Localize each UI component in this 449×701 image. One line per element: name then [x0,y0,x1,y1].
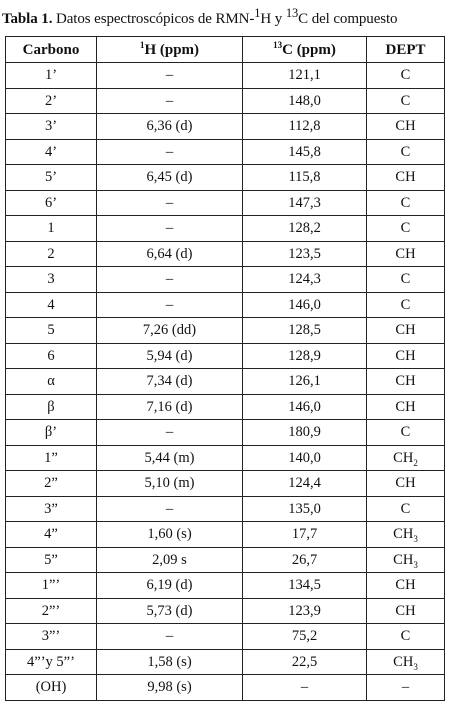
dept-value: C [400,500,411,517]
cell-dept [367,573,445,599]
cell-carbono: 2’ [6,88,97,114]
cell-h-ppm: 6,64 (d) [97,241,243,267]
dept-subscript: 2 [413,457,418,468]
cell-c-ppm: – [243,675,367,701]
cell-c-ppm: 75,2 [243,624,367,650]
dept-subscript: 3 [413,534,418,545]
dept-value: CH [393,526,414,543]
table-row [6,420,445,446]
cell-h-ppm: 6,45 (d) [97,165,243,191]
cell-h-ppm: – [97,624,243,650]
cell-c-ppm: 147,3 [243,190,367,216]
cell-c-ppm: 126,1 [243,369,367,395]
header-h-text: H (ppm) [144,41,200,58]
cell-carbono: 2 [6,241,97,267]
dept-value: CH [395,577,416,594]
table-row [6,114,445,140]
cell-dept [367,394,445,420]
cell-h-ppm: 7,16 (d) [97,394,243,420]
table-row [6,63,445,89]
table-row [6,573,445,599]
cell-carbono: β [6,394,97,420]
header-c-ppm [243,37,367,63]
cell-h-ppm: – [97,420,243,446]
cell-h-ppm: 6,36 (d) [97,114,243,140]
cell-carbono: 2”’ [6,598,97,624]
nmr-data-table [5,36,445,701]
table-row [6,241,445,267]
header-dept: DEPT [367,37,445,63]
header-c-text: C (ppm) [282,41,336,58]
caption-sup-b: 13 [285,6,299,20]
cell-carbono: 5’ [6,165,97,191]
table-row [6,216,445,242]
cell-dept [367,63,445,89]
cell-dept [367,369,445,395]
cell-dept [367,649,445,675]
cell-dept [367,522,445,548]
dept-subscript: 3 [413,559,418,570]
cell-carbono: 3’ [6,114,97,140]
header-h-sup: 1 [139,39,145,50]
dept-value: C [400,424,411,441]
cell-dept [367,114,445,140]
table-row [6,445,445,471]
dept-value: CH [395,475,416,492]
cell-h-ppm: 5,94 (d) [97,343,243,369]
cell-c-ppm: 115,8 [243,165,367,191]
dept-value: CH [393,653,414,670]
dept-value: C [400,143,411,160]
table-row [6,547,445,573]
cell-c-ppm: 26,7 [243,547,367,573]
cell-carbono: 6 [6,343,97,369]
cell-h-ppm: 7,26 (dd) [97,318,243,344]
header-c-sup: 13 [273,39,283,50]
table-row [6,649,445,675]
cell-carbono: 1 [6,216,97,242]
cell-carbono: β’ [6,420,97,446]
cell-carbono: 4’ [6,139,97,165]
cell-dept [367,165,445,191]
cell-carbono: 1”’ [6,573,97,599]
cell-carbono: 4” [6,522,97,548]
cell-carbono: 5 [6,318,97,344]
cell-dept [367,598,445,624]
table-row [6,139,445,165]
table-row [6,471,445,497]
cell-dept [367,471,445,497]
dept-value: CH [395,602,416,619]
cell-dept [367,216,445,242]
cell-h-ppm: – [97,190,243,216]
cell-h-ppm: – [97,139,243,165]
cell-c-ppm: 112,8 [243,114,367,140]
dept-value: C [400,194,411,211]
cell-dept [367,267,445,293]
cell-c-ppm: 180,9 [243,420,367,446]
table-row [6,165,445,191]
table-row [6,190,445,216]
cell-dept [367,445,445,471]
cell-c-ppm: 146,0 [243,394,367,420]
dept-value: C [400,628,411,645]
cell-carbono: 4 [6,292,97,318]
cell-c-ppm: 17,7 [243,522,367,548]
cell-carbono: 3” [6,496,97,522]
cell-h-ppm: 9,98 (s) [97,675,243,701]
cell-h-ppm: 1,60 (s) [97,522,243,548]
cell-c-ppm: 128,5 [243,318,367,344]
cell-dept [367,241,445,267]
cell-carbono: 4”’y 5”’ [6,649,97,675]
header-carbono: Carbono [6,37,97,63]
cell-carbono: 3 [6,267,97,293]
cell-h-ppm: 5,73 (d) [97,598,243,624]
cell-c-ppm: 124,4 [243,471,367,497]
header-row [6,37,445,63]
dept-value: C [400,220,411,237]
cell-c-ppm: 140,0 [243,445,367,471]
cell-c-ppm: 128,9 [243,343,367,369]
cell-h-ppm: – [97,63,243,89]
dept-value: C [400,92,411,109]
cell-dept [367,139,445,165]
dept-value: CH [393,449,414,466]
dept-subscript: 3 [413,661,418,672]
cell-carbono: 5” [6,547,97,573]
cell-dept [367,420,445,446]
cell-c-ppm: 123,9 [243,598,367,624]
cell-h-ppm: 7,34 (d) [97,369,243,395]
dept-value: C [400,296,411,313]
table-row [6,675,445,701]
cell-c-ppm: 134,5 [243,573,367,599]
cell-dept [367,547,445,573]
cell-h-ppm: – [97,267,243,293]
cell-h-ppm: 5,44 (m) [97,445,243,471]
cell-h-ppm: 1,58 (s) [97,649,243,675]
dept-value: CH [395,245,416,262]
cell-dept [367,624,445,650]
cell-c-ppm: 135,0 [243,496,367,522]
cell-carbono: 3”’ [6,624,97,650]
dept-value: CH [395,322,416,339]
cell-carbono: α [6,369,97,395]
cell-dept [367,190,445,216]
cell-h-ppm: – [97,88,243,114]
cell-carbono: 2” [6,471,97,497]
cell-h-ppm: 2,09 s [97,547,243,573]
cell-c-ppm: 128,2 [243,216,367,242]
cell-c-ppm: 145,8 [243,139,367,165]
cell-dept [367,675,445,701]
table-label: Tabla 1 [2,11,49,27]
cell-c-ppm: 22,5 [243,649,367,675]
caption-text-b: H y [260,11,286,27]
caption-dot: . [48,11,57,27]
table-row [6,496,445,522]
dept-value: CH [395,398,416,415]
table-row [6,318,445,344]
cell-carbono: 1’ [6,63,97,89]
cell-h-ppm: – [97,496,243,522]
dept-value: CH [395,347,416,364]
table-row [6,394,445,420]
cell-h-ppm: – [97,292,243,318]
table-row [6,292,445,318]
table-row [6,267,445,293]
table-row [6,369,445,395]
caption-text-c: C del compuesto [298,11,398,27]
dept-value: CH [395,118,416,135]
header-h-ppm [97,37,243,63]
dept-value: CH [395,373,416,390]
cell-h-ppm: 5,10 (m) [97,471,243,497]
table-body [6,63,445,701]
cell-dept [367,318,445,344]
dept-value: CH [395,169,416,186]
cell-dept [367,496,445,522]
cell-c-ppm: 148,0 [243,88,367,114]
cell-h-ppm: – [97,216,243,242]
table-row [6,88,445,114]
caption-sup-a: 1 [254,6,261,20]
table-row [6,522,445,548]
dept-value: C [400,271,411,288]
table-row [6,343,445,369]
cell-dept [367,88,445,114]
dept-value: CH [393,551,414,568]
cell-carbono: 6’ [6,190,97,216]
cell-c-ppm: 146,0 [243,292,367,318]
cell-c-ppm: 121,1 [243,63,367,89]
cell-dept [367,292,445,318]
dept-value: – [401,679,410,696]
cell-carbono: (OH) [6,675,97,701]
cell-carbono: 1” [6,445,97,471]
table-row [6,624,445,650]
caption-text-a: Datos espectroscópicos de RMN- [56,11,255,27]
cell-c-ppm: 124,3 [243,267,367,293]
cell-dept [367,343,445,369]
table-caption [2,6,448,28]
cell-c-ppm: 123,5 [243,241,367,267]
cell-h-ppm: 6,19 (d) [97,573,243,599]
table-row [6,598,445,624]
dept-value: C [400,67,411,84]
